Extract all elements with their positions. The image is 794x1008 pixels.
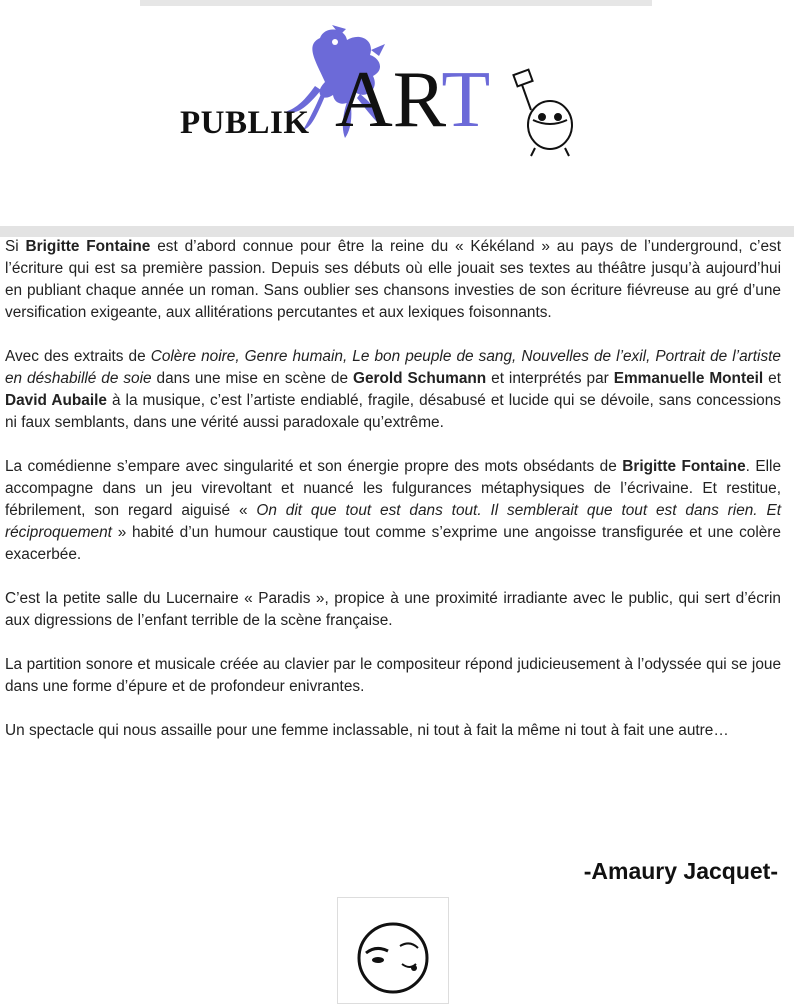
author-signature: -Amaury Jacquet- (583, 858, 778, 884)
text-run: Avec des extraits de (5, 348, 151, 365)
bold-text: Gerold Schumann (352, 370, 487, 387)
text-run: » habité d’un humour caustique tout comme s’exprime une angoisse transfigurée et une colère exacerbée. (5, 524, 781, 563)
face-emblem-icon (338, 898, 448, 1003)
text-run: La comédienne s’empare avec singularité et son énergie propre des mots obsédants de (5, 458, 623, 475)
bold-text: Brigitte Fontaine (622, 458, 746, 475)
text-run: . Elle accompagne dans un jeu virevoltant et nuancé les fulgurances métaphysiques de l’écrivaine. Et restitue, fébrilement, son regard aiguisé « (5, 458, 782, 519)
text-run: et (763, 370, 781, 387)
article-paragraph (5, 720, 781, 742)
logo-art-text: ART (335, 56, 491, 144)
publikart-logo (175, 20, 595, 160)
article-paragraph (5, 346, 781, 434)
bold-text: David Aubaile (5, 392, 107, 409)
text-run: Un spectacle qui nous assaille pour une femme inclassable, ni tout à fait la même ni tout à fait une autre… (5, 722, 729, 739)
bold-text: Brigitte Fontaine (25, 238, 151, 255)
top-divider (140, 0, 652, 6)
italic-text: On dit que tout est dans tout. Il semblerait que tout est dans rien. Et réciproquement (5, 502, 781, 541)
text-run: à la musique, c’est l’artiste endiablé, fragile, désabusé et lucide qui se dévoile, sans concessions ni faux semblants, dans une vérité aussi paradoxale qu’extrême. (5, 392, 781, 431)
article-paragraph (5, 588, 781, 632)
footer-emblem (337, 897, 449, 1004)
text-run: et interprétés par (486, 370, 614, 387)
bold-text: Emmanuelle Monteil (613, 370, 764, 387)
logo-publik-text: PUBLIK (180, 105, 310, 141)
text-run: dans une mise en scène de (151, 370, 353, 387)
article-paragraph (5, 654, 781, 698)
text-run: C’est la petite salle du Lucernaire « Paradis », propice à une proximité irradiante avec le public, qui sert d’écrin aux digressions de l’enfant terrible de la scène française. (5, 590, 781, 629)
mascot-icon (513, 70, 572, 156)
text-run: est d’abord connue pour être la reine du « Kékéland » au pays de l’underground, c’est l’écriture qui est sa première passion. Depuis ses débuts où elle jouait ses textes au théâtre jusqu’à aujourd’hui en publiant chaque année un roman. Sans oublier ses chansons investies de son écriture fiévreuse au gré d’une versification exigeante, aux allitérations percutantes et aux lexiques foisonnants. (5, 238, 781, 321)
italic-text: Colère noire, Genre humain, Le bon peuple de sang, Nouvelles de l’exil, Portrait de l’artiste en déshabillé de soie (5, 348, 781, 387)
text-run: La partition sonore et musicale créée au clavier par le compositeur répond judicieusement à l’odyssée qui se joue dans une forme d’épure et de profondeur enivrantes. (5, 656, 781, 695)
article-paragraph (5, 236, 781, 324)
text-run: Si (5, 238, 26, 255)
article-paragraph (5, 456, 781, 566)
article-body (5, 236, 781, 764)
